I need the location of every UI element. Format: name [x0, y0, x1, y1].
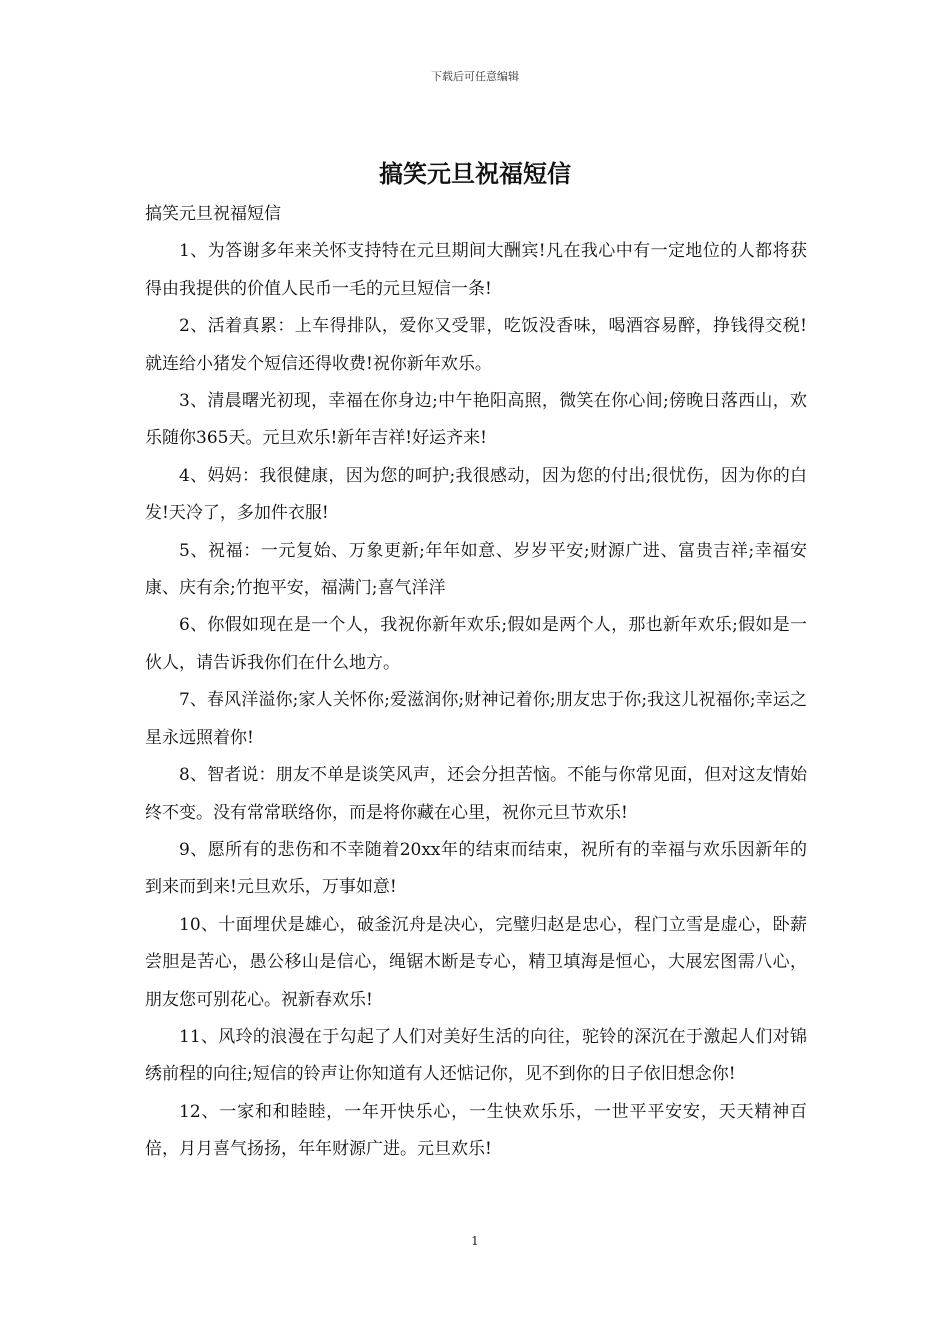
paragraph-12: 12、一家和和睦睦，一年开快乐心，一生快欢乐乐，一世平平安安，天天精神百倍，月月喜气扬扬，年年财源广进。元旦欢乐!: [145, 1101, 807, 1160]
paragraph-1: 1、为答谢多年来关怀支持特在元旦期间大酬宾!凡在我心中有一定地位的人都将获得由我提供的价值人民币一毛的元旦短信一条!: [145, 241, 807, 299]
paragraph-2: 2、活着真累：上车得排队，爱你又受罪，吃饭没香味，喝酒容易醉，挣钱得交税!就连给小猪发个短信还得收费!祝你新年欢乐。: [145, 316, 807, 374]
paragraph-7: 7、春风洋溢你;家人关怀你;爱滋润你;财神记着你;朋友忠于你;我这儿祝福你;幸运之星永远照着你!: [145, 690, 807, 748]
paragraph-10: 10、十面埋伏是雄心，破釜沉舟是决心，完璧归赵是忠心，程门立雪是虚心，卧薪尝胆是苦心，愚公移山是信心，绳锯木断是专心，精卫填海是恒心，大展宏图需八心，朋友您可别花心。祝新春欢乐!: [145, 914, 807, 1010]
paragraph-6: 6、你假如现在是一个人，我祝你新年欢乐;假如是两个人，那也新年欢乐;假如是一伙人，请告诉我你们在什么地方。: [145, 615, 807, 673]
header-note: 下载后可任意编辑: [431, 70, 519, 83]
paragraph-8: 8、智者说：朋友不单是谈笑风声，还会分担苦恼。不能与你常见面，但对这友情始终不变。没有常常联络你，而是将你藏在心里，祝你元旦节欢乐!: [145, 765, 807, 823]
document-subtitle: 搞笑元旦祝福短信: [145, 204, 281, 224]
paragraph-4: 4、妈妈：我很健康，因为您的呵护;我很感动，因为您的付出;很忧伤，因为你的白发!天冷了，多加件衣服!: [145, 465, 807, 524]
paragraph-5: 5、祝福：一元复始、万象更新;年年如意、岁岁平安;财源广进、富贵吉祥;幸福安康、庆有余;竹抱平安，福满门;喜气洋洋: [145, 540, 807, 599]
paragraph-11: 11、风玲的浪漫在于勾起了人们对美好生活的向往，驼铃的深沉在于激起人们对锦绣前程的向往;短信的铃声让你知道有人还惦记你，见不到你的日子依旧想念你!: [145, 1026, 807, 1085]
paragraph-9: 9、愿所有的悲伤和不幸随着20xx年的结束而结束，祝所有的幸福与欢乐因新年的到来而到来!元旦欢乐，万事如意!: [145, 839, 807, 898]
paragraph-3: 3、清晨曙光初现，幸福在你身边;中午艳阳高照，微笑在你心间;傍晚日落西山，欢乐随你365天。元旦欢乐!新年吉祥!好运齐来!: [145, 391, 807, 449]
document-body: [145, 196, 807, 1169]
page-number: 1: [471, 1234, 479, 1248]
document-title: 搞笑元旦祝福短信: [379, 160, 571, 188]
